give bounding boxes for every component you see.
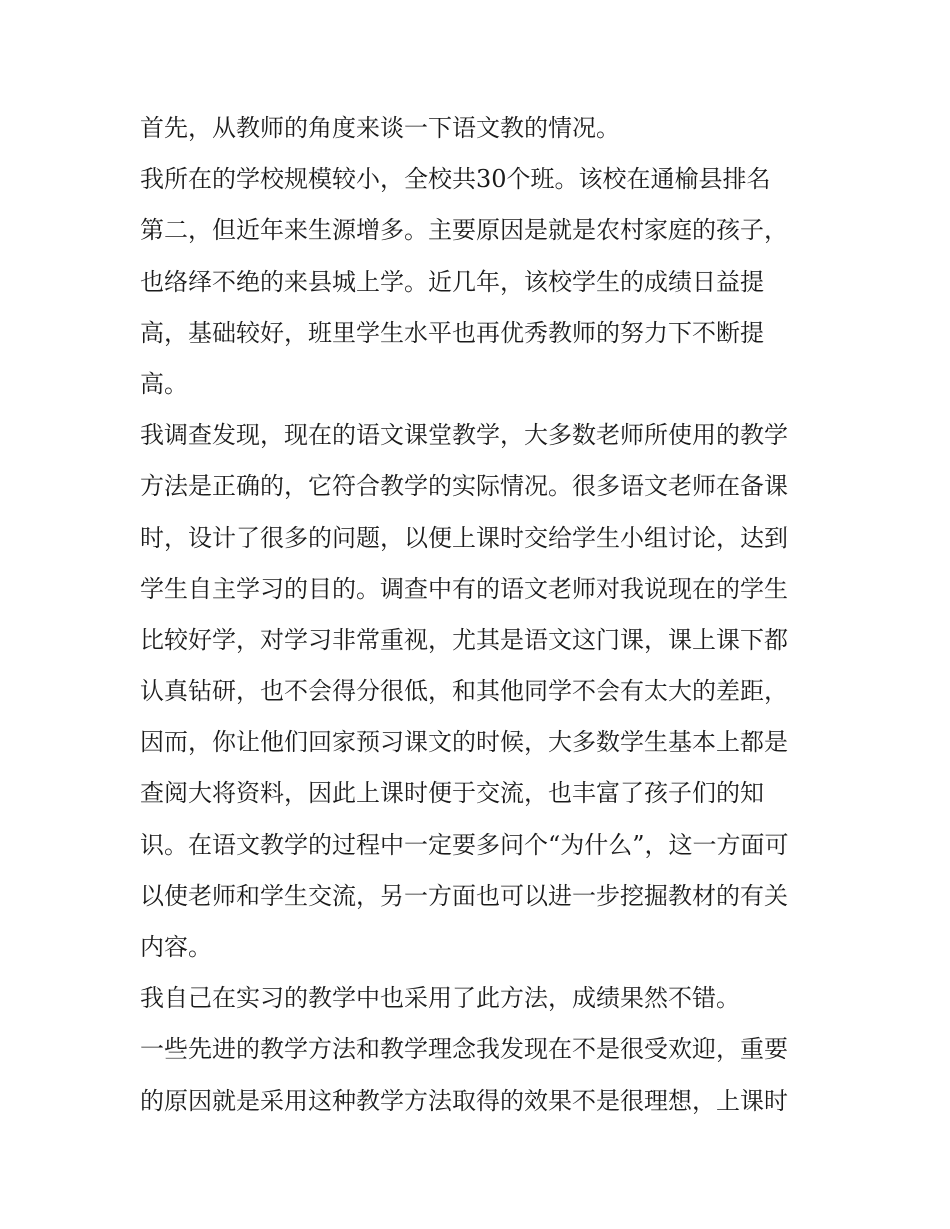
text-line: 方法是正确的，它符合教学的实际情况。很多语文老师在备课 (140, 472, 788, 501)
text-line: 比较好学，对学习非常重视，尤其是语文这门课，课上课下都 (140, 625, 788, 654)
text-line: 以使老师和学生交流，另一方面也可以进一步挖掘教材的有关 (140, 881, 788, 910)
text-line: 高。 (140, 369, 188, 398)
text-line: 第二，但近年来生源增多。主要原因是就是农村家庭的孩子， (140, 216, 788, 245)
text-line: 内容。 (140, 933, 212, 961)
text-line: 的原因就是采用这种教学方法取得的效果不是很理想，上课时 (140, 1086, 788, 1115)
text-line: 高，基础较好，班里学生水平也再优秀教师的努力下不断提 (140, 318, 764, 347)
text-line: 也络绎不绝的来县城上学。近几年，该校学生的成绩日益提 (140, 267, 764, 296)
text-line: 时，设计了很多的问题，以便上课时交给学生小组讨论，达到 (140, 523, 788, 552)
text-line: 因而，你让他们回家预习课文的时候，大多数学生基本上都是 (140, 728, 788, 757)
text-line: 学生自主学习的目的。调查中有的语文老师对我说现在的学生 (140, 574, 788, 603)
text-line: 识。在语文教学的过程中一定要多问个“为什么”，这一方面可 (140, 830, 789, 859)
text-line: 认真钻研，也不会得分很低，和其他同学不会有太大的差距， (140, 677, 788, 706)
text-line: 查阅大将资料，因此上课时便于交流，也丰富了孩子们的知 (140, 779, 764, 808)
text-line: 首先，从教师的角度来谈一下语文教的情况。 (140, 114, 620, 142)
text-line: 我自己在实习的教学中也采用了此方法，成绩果然不错。 (140, 984, 740, 1013)
body-text (140, 103, 820, 1127)
text-line: 我所在的学校规模较小，全校共30个班。该校在通榆县排名 (140, 165, 771, 194)
text-line: 我调查发现，现在的语文课堂教学，大多数老师所使用的教学 (140, 421, 788, 450)
text-line: 一些先进的教学方法和教学理念我发现在不是很受欢迎，重要 (140, 1035, 788, 1064)
